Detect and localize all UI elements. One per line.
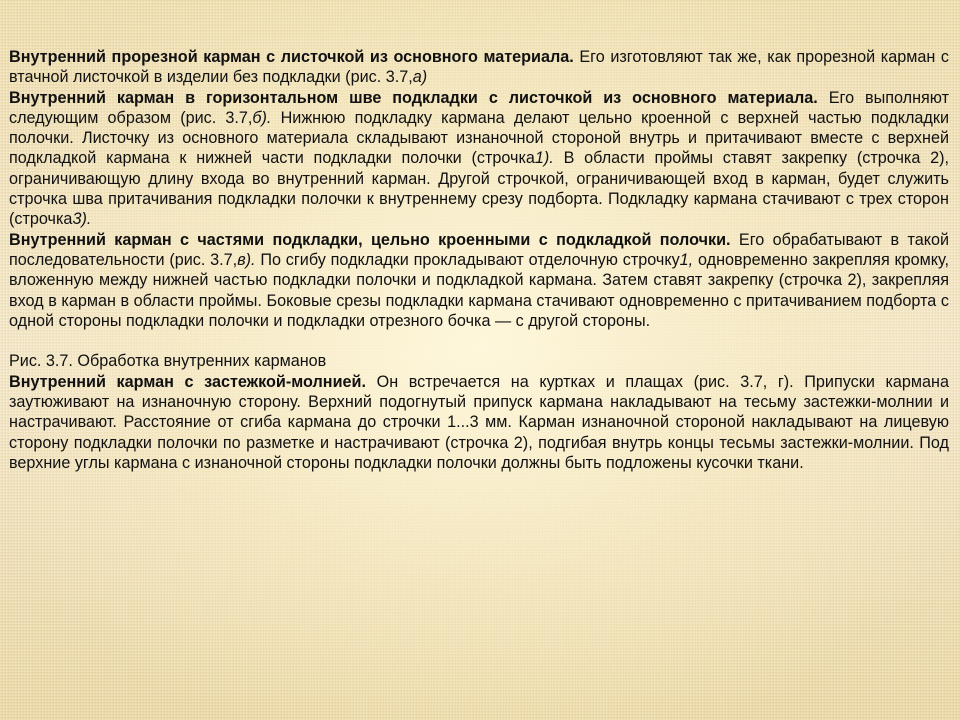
paragraph-heading: Внутренний прорезной карман с листочкой из основного материала. <box>9 48 574 66</box>
figure-ref: в). <box>237 250 256 269</box>
paragraph-zipper-pocket <box>9 372 949 473</box>
paragraph-slit-pocket <box>9 47 949 88</box>
paragraph-text: Нижнюю подкладку кармана делают цельно кроенной с верхней частью подкладки полочки. Листочку из основного материала складывают изнаночной стороной внутрь и притачивают вместе с верхней подкладкой кармана к нижней части подкладки полочки (строчка <box>9 108 949 168</box>
paragraph-text: одновременно закрепляя кромку, вложенную между нижней частью подкладки полочки и подкладкой кармана. Затем ставят закрепку (строчка 2), закрепляя вход в карман в области проймы. Боковые срезы подкладки кармана стачивают одновременно с притачиванием подборта с одной стороны подкладки полочки и подкладки отрезного бочка — с другой стороны. <box>9 250 949 330</box>
spacer <box>9 331 949 351</box>
paragraph-heading: Внутренний карман с частями подкладки, цельно кроенными с подкладкой полочки. <box>9 230 731 249</box>
slide-text-body <box>9 47 949 473</box>
stitch-ref: 1, <box>679 250 694 269</box>
paragraph-text: В области проймы ставят закрепку (строчка 2), ограничивающую длину входа во внутренний карман. Другой строчкой, ограничивающей вход в карман, будет служить строчка шва притачивания подкладки полочки к внутреннему срезу подборта. Подкладку кармана стачивают с трех сторон (строчка <box>9 149 949 229</box>
paragraph-text: Его обрабатывают в такой последовательности (рис. 3.7, <box>9 230 950 269</box>
paragraph-horizontal-seam-pocket <box>9 88 949 230</box>
paragraph-text: Его выполняют следующим образом (рис. 3.7, <box>9 88 949 127</box>
paragraph-text: Его изготовляют так же, как прорезной карман с втачной листочкой в изделии без подкладки (рис. 3.7, <box>9 48 950 87</box>
figure-caption: Рис. 3.7. Обработка внутренних карманов <box>9 352 327 371</box>
paragraph-lining-pocket <box>9 230 949 331</box>
figure-ref: б). <box>252 108 272 127</box>
stitch-ref: 1). <box>534 149 554 168</box>
paragraph-heading: Внутренний карман с застежкой-молнией. <box>9 372 366 391</box>
figure-ref: а) <box>412 68 428 87</box>
paragraph-heading: Внутренний карман в горизонтальном шве подкладки с листочкой из основного материала. <box>9 88 818 107</box>
paragraph-text: По сгибу подкладки прокладывают отделочную строчку <box>255 250 680 269</box>
stitch-ref: 3). <box>72 210 92 229</box>
paragraph-text: Он встречается на куртках и плащах (рис. 3.7, г). Припуски кармана заутюживают на изнаночную сторону. Верхний подогнутый припуск кармана накладывают на тесьму застежки-молнии и настрачивают. Расстояние от сгиба кармана до строчки 1...3 мм. Карман изнаночной стороной накладывают на лицевую сторону подкладки полочки по разметке и настрачивают (строчка 2), подгибая внутрь концы тесьмы застежки-молнии. Под верхние углы кармана с изнаночной стороны подкладки полочки должны быть подложены кусочки ткани. <box>9 372 949 472</box>
